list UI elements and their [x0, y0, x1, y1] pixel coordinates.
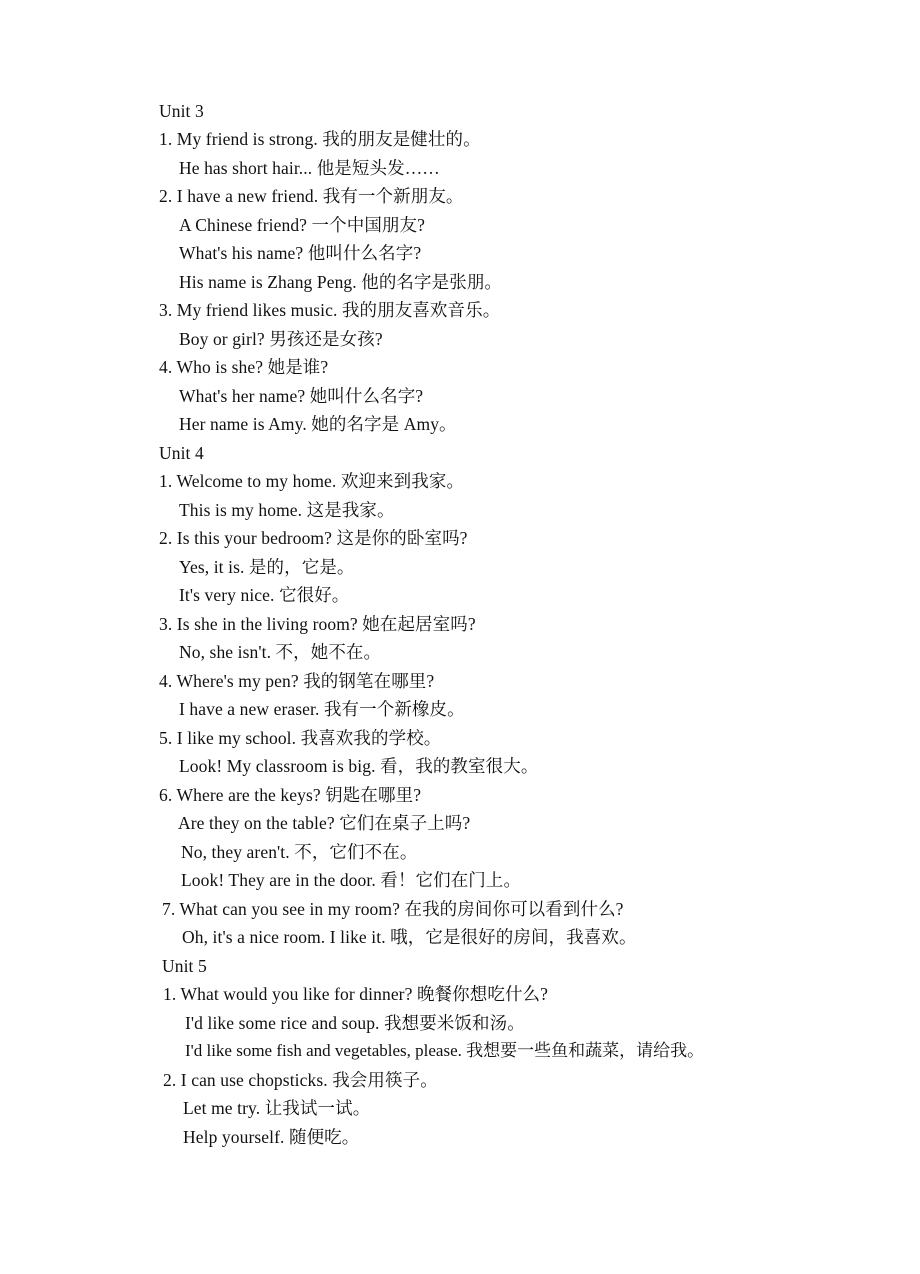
text-line: His name is Zhang Peng. 他的名字是张朋。 [179, 272, 503, 292]
text-line: Help yourself. 随便吃。 [183, 1127, 360, 1147]
text-line: Boy or girl? 男孩还是女孩? [179, 329, 383, 349]
text-line: 3. My friend likes music. 我的朋友喜欢音乐。 [159, 300, 501, 320]
text-line: Oh, it's a nice room. I like it. 哦，它是很好的房间，我喜欢。 [182, 927, 637, 947]
text-line: 4. Who is she? 她是谁? [159, 357, 329, 377]
text-line: No, they aren't. 不，它们不在。 [181, 842, 418, 862]
text-line: This is my home. 这是我家。 [179, 500, 395, 520]
text-line: 2. I can use chopsticks. 我会用筷子。 [163, 1070, 438, 1090]
text-line: Look! My classroom is big. 看，我的教室很大。 [179, 756, 539, 776]
text-line: Yes, it is. 是的，它是。 [179, 557, 355, 577]
text-line: 1. My friend is strong. 我的朋友是健壮的。 [159, 129, 481, 149]
text-line: 1. Welcome to my home. 欢迎来到我家。 [159, 471, 465, 491]
unit-heading: Unit 3 [159, 101, 204, 121]
text-line: 6. Where are the keys? 钥匙在哪里? [159, 785, 422, 805]
unit-heading: Unit 4 [159, 443, 204, 463]
text-line: Look! They are in the door. 看！它们在门上。 [181, 870, 522, 890]
text-line: 2. I have a new friend. 我有一个新朋友。 [159, 186, 464, 206]
text-line: 3. Is she in the living room? 她在起居室吗? [159, 614, 476, 634]
text-line: 1. What would you like for dinner? 晚餐你想吃什么? [163, 984, 549, 1004]
text-line: 2. Is this your bedroom? 这是你的卧室吗? [159, 528, 468, 548]
text-line: I have a new eraser. 我有一个新橡皮。 [179, 699, 465, 719]
unit-heading: Unit 5 [162, 956, 207, 976]
text-line: What's her name? 她叫什么名字? [179, 386, 424, 406]
text-line: No, she isn't. 不，她不在。 [179, 642, 382, 662]
text-line: Let me try. 让我试一试。 [183, 1098, 371, 1118]
text-line: 5. I like my school. 我喜欢我的学校。 [159, 728, 442, 748]
text-line: He has short hair... 他是短头发…… [179, 158, 440, 178]
text-line: I'd like some rice and soup. 我想要米饭和汤。 [185, 1013, 525, 1033]
text-line: Are they on the table? 它们在桌子上吗? [178, 813, 471, 833]
text-line: A Chinese friend? 一个中国朋友? [179, 215, 425, 235]
text-line: It's very nice. 它很好。 [179, 585, 350, 605]
text-line: Her name is Amy. 她的名字是 Amy。 [179, 414, 457, 434]
text-line: What's his name? 他叫什么名字? [179, 243, 422, 263]
text-line: I'd like some fish and vegetables, please. 我想要一些鱼和蔬菜，请给我。 [185, 1041, 705, 1060]
text-line: 4. Where's my pen? 我的钢笔在哪里? [159, 671, 435, 691]
text-line: 7. What can you see in my room? 在我的房间你可以看到什么? [162, 899, 624, 919]
